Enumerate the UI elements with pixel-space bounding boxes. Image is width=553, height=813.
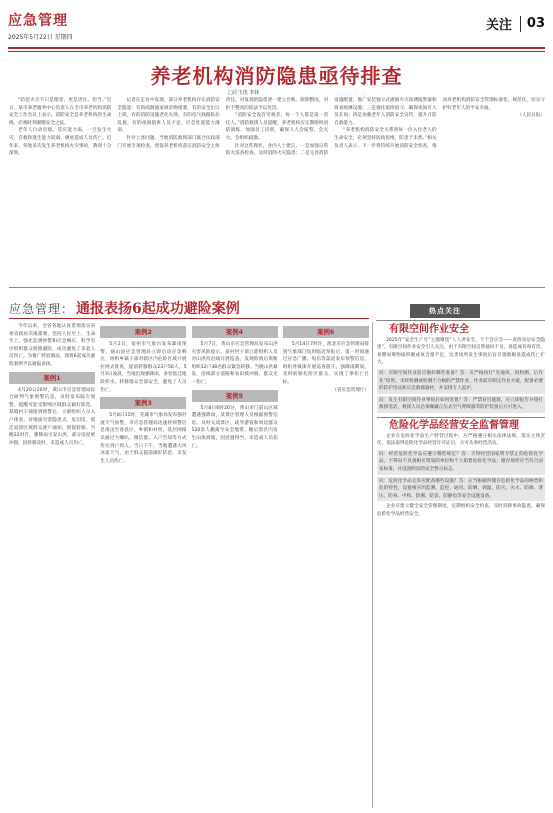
article2-title: 通报表扬6起成功避险案例 [76, 301, 240, 317]
paragraph: 老年人行动迟缓、反应能力弱，一旦发生火灾，自救和逃生能力较弱，极易造成人员伤亡。近年来，各地多次发生养老机构火灾事故，教训十分深刻。 [9, 128, 112, 157]
article2-column [9, 323, 95, 807]
section-name: 应急管理 [8, 13, 68, 29]
header-rule-thin [8, 51, 545, 52]
article2-source: （省应急管理厅） [332, 387, 369, 393]
paragraph: 记者在走访中发现，部分养老机构存在消防安全隐患：有的疏散通道被杂物堵塞，有的安全出口上锁，有的消防设施老化失效，有的电气线路私拉乱接，有的夜间值班人员不足、应急处置能力薄弱。 [117, 98, 220, 134]
header-rule [8, 47, 545, 49]
header-left [8, 10, 73, 41]
right-heading-1: 有限空间作业安全 [389, 324, 469, 335]
article2-section: 应急管理： [9, 302, 75, 316]
qa-box [377, 450, 545, 475]
case-text: 5月8日6时20分，黄山市门前山区域遭遇强降雨，某景区管理人员根据预警信息，及时关闭景区，疏导游客和周边群众120余人撤离至安全地带。随后景区内发生山体滑坡，因处置得当，未造成人员伤亡。 [191, 405, 278, 449]
case-text: 5月7日，黄山市应急管理局发布山洪灾害风险提示，某村村干部立即组织人员对山洪沟沿线开展巡查，发现险情后果断组织12户38名群众紧急转移。当晚山洪暴发，沿线部分道路和农田被冲毁，群众无一伤亡。 [191, 342, 278, 385]
case-text: 5月14日7时许，淮北市应急管理局接到气象部门短时临近预报后，第一时间通过应急广播、短信等渠道发布预警信息，组织各镇街开展巡查值守。强降雨期间，及时转移危险区群众，实现了零伤亡目标。 [282, 342, 369, 385]
header-divider [520, 16, 521, 32]
page-header [8, 10, 545, 54]
qa-box [377, 396, 545, 413]
paragraph: “养老机构消防安全关系到每一位入住老人的生命安全，必须坚持底线思维，防患于未然。”相关负责人表示，下一步将持续开展消防安全检查，推动养老机构消防安全管理标准化、规范化，切实守护好老年人的平安幸福。 [334, 98, 545, 149]
hot-topic-rule [376, 320, 545, 321]
right-heading-2: 危险化学品经营安全监督管理 [389, 419, 519, 431]
article2-column [100, 323, 186, 807]
case-label: 案例4 [192, 326, 278, 338]
case-label: 案例6 [283, 326, 369, 338]
qa-box [377, 369, 545, 394]
hot-topic-tag: 热点关注 [410, 304, 480, 318]
article2-column [192, 323, 278, 807]
article2-rule [9, 318, 369, 319]
paragraph: 针对上述问题，当地消防救援部门联合民政部门开展专项检查，督促养老机构落实消防安全主体责任，对发现的隐患逐一建立台账、限期整改，对拒不整改的依法予以处罚。 [117, 98, 329, 149]
article2-column [283, 323, 369, 807]
case-label: 案例3 [100, 397, 186, 409]
qa-text: 问：危险化学品仓库应配备哪些设施？答：应当根据所储存危险化学品的种类和危险特性，设置相应的监测、监控、通风、防晒、调温、防火、灭火、防爆、泄压、防毒、中和、防潮、防雷、防静电等安全设施设备。 [379, 478, 543, 499]
qa-text: 问：经营危险化学品应遵守哪些规定？答：不得经营国家明令禁止的危险化学品，不得向不具备相应资质的单位和个人销售危险化学品；储存场所应当符合国家标准，并设置明显的安全警示标志。 [379, 451, 543, 472]
qa-text: 问：发生有限空间作业事故后如何处置？答：严禁盲目施救，应立即报告并拨打救援电话，救援人员必须佩戴正压式空气呼吸器等防护装备后方可进入。 [379, 397, 543, 411]
paragraph: 企业在危险化学品生产经营过程中，应严格遵守相关法律法规，落实主体责任。依法取得危险化学品经营许可证后，方可从事经营活动。 [377, 433, 545, 447]
paragraph: “防范火灾不只是理念，更是责任、担当。”近日，某市养老服务中心负责人在全市养老机构消防安全工作会议上表示，消防安全是养老机构的生命线，必须时刻紧绷安全之弦。 [9, 98, 112, 126]
right-divider [377, 417, 545, 418]
column-separator [372, 322, 373, 808]
issue-date: 2025年5月22日 星期四 [8, 34, 73, 41]
case-label: 案例2 [100, 326, 186, 338]
qa-text: 问：有限空间作业前应做好哪些准备？答：应严格执行“先通风、再检测、后作业”原则，未经检测或检测不合格的严禁作业。作业前应制定作业方案，配备必要的防护用品和应急救援器材，并安排专人监护。 [379, 370, 543, 392]
paragraph: 企业应建立健全安全管理制度，定期组织安全检查，及时消除事故隐患，确保危险化学品经营安全。 [377, 504, 545, 517]
header-right [486, 14, 545, 33]
paragraph: 针对这些现状，业内人士建议，一是加强日常防火巡查检查，及时消除火灾隐患；二是完善消防设施配置，推广安装独立式感烟火灾探测报警器和简易喷淋设施；三是强化值班值守，确保夜间有人员在岗；四是加强老年人消防安全宣传，提升自防自救能力。 [225, 98, 437, 157]
article1-body [9, 97, 545, 282]
paragraph: 2025年“安全生产月”主题聚焦“人人讲安全、个个会应急——查找身边安全隐患”。有限空间作业安全引人关注。由于有限空间自然通风不良，易造成有毒有害、易燃易爆物质积聚或氧含量不足，这类场所发生事故后盲目施救极易造成伤亡扩大。 [377, 337, 545, 366]
right-column [377, 324, 545, 518]
case-text: 5月2日，宿州市气象台发布暴雨预警，砀山县应急管理局立即启动应急响应，组织乡镇干部对辖区内危险区域开展拉网式排查，提前转移群众23户56人。5月3日凌晨，当地出现强降雨，多处低洼地段积水，转移群众全部安全，避免了人员伤亡。 [100, 342, 187, 393]
case-text: 5月8日11时，芜湖市气象局发布强对流天气预警，市应急管理局迅速将预警信息推送至各县区、乡镇和村组，基层网格员通过大喇叭、微信群、入户告知等方式传达到户到人。当日下午，当地遭遇大风冰雹天气，由于群众提前做好防范，未发生人员伤亡。 [100, 413, 187, 464]
section-divider [9, 287, 545, 288]
article1-source: （人民日报） [517, 113, 545, 119]
article1-byline: □许玉莲 李林 [228, 90, 260, 96]
case-label: 案例1 [9, 372, 95, 384]
article2-heading [9, 298, 240, 318]
page-topic: 关注 [485, 18, 512, 33]
article2-body [9, 323, 369, 807]
case-label: 案例5 [192, 390, 278, 402]
qa-box [377, 477, 545, 502]
page-number: 03 [526, 16, 545, 31]
article2-intro: 今年以来，全省各地认真贯彻落实省委省政府决策部署，坚持人民至上、生命至上，强化监测预警和应急响应，科学有序组织群众转移避险，成功避免了多起人员伤亡。为推广经验做法，现将6起成功避险案例予以通报表扬。 [9, 324, 96, 367]
article1-title: 养老机构消防隐患亟待排查 [150, 64, 403, 88]
paragraph: “消防安全没有旁观者，每一个人都是第一责任人。”消防救援人员提醒，养老机构应定期组织消防演练，加强员工培训，确保人人会报警、会灭火、会组织疏散。 [225, 113, 329, 141]
case-text: 4月20日20时，黄山市应急管理局综合研判气象预警信息，及时发布临灾预警，提醒可能受影响区域群众做好防范。某镇村干部接到预警后，立即组织人员入户排查，对地质灾害隐患点、危旧房、低洼易涝区域群众逐户通知，督促转移。当晚22时许，强降雨引发山洪，部分房屋被冲毁，因转移及时，未造成人员伤亡。 [9, 387, 96, 446]
